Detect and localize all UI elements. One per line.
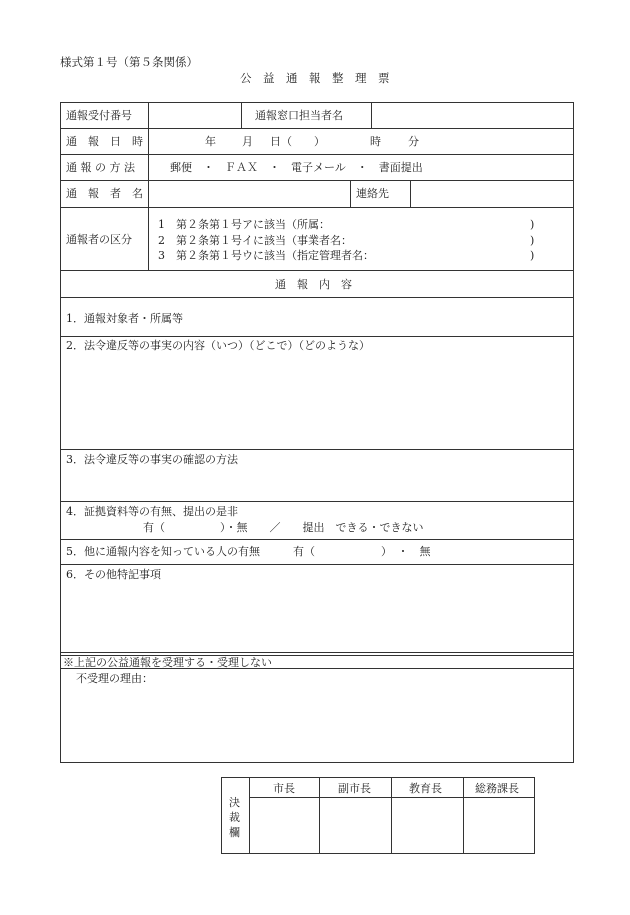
reject-reason-field[interactable] [61,686,573,762]
receipt-no-field[interactable] [149,103,240,127]
contact-label: 連絡先 [356,187,389,200]
section-3-field[interactable] [61,466,573,500]
section-2-field[interactable] [61,352,573,448]
approval-side-label: 欄 [229,826,240,839]
receipt-no-label: 通報受付番号 [66,109,132,122]
approval-col-deputy-mayor: 副市長 [338,782,371,795]
reporter-label: 通 報 者 名 [66,187,143,200]
datetime-hour: 時 [370,135,381,148]
form-id: 様式第１号（第５条関係） [60,55,198,69]
divider [350,180,351,207]
divider [60,564,574,565]
contact-field[interactable] [411,181,573,206]
section-4-options[interactable]: 有（ ）・無 ／ 提出 できる・できない [143,521,424,534]
approval-stamp-superintendent[interactable] [392,798,462,853]
paren-close: ) [530,234,535,247]
page-title: 公 益 通 報 整 理 票 [240,71,390,85]
paren-close: ) [530,218,535,231]
section-1-label: 1．通報対象者・所属等 [66,312,183,325]
reject-reason-label: 不受理の理由： [76,672,153,685]
reporter-name-field[interactable] [149,181,349,206]
divider [60,652,574,653]
divider [60,336,574,337]
divider [241,102,242,128]
window-staff-label: 通報窓口担当者名 [255,109,343,122]
category-label: 通報者の区分 [66,233,132,246]
section-4-label: 4．証拠資料等の有無、提出の是非 [66,505,238,518]
approval-stamp-general-affairs[interactable] [464,798,534,853]
datetime-day: 日（ ） [270,135,325,148]
method-label: 通 報 の 方 法 [66,161,135,174]
section-2-label: 2．法令違反等の事実の内容（いつ）（どこで）（どのような） [66,339,370,352]
category-option-2[interactable]: 2 第２条第１号イに該当（事業者名： [158,234,352,247]
paren-close: ) [530,249,535,262]
section-5-label[interactable]: 5．他に通報内容を知っている人の有無 有（ ） ・ 無 [66,545,431,558]
divider [60,501,574,502]
window-staff-field[interactable] [372,103,573,127]
datetime-year: 年 [205,135,216,148]
approval-stamp-deputy-mayor[interactable] [320,798,390,853]
datetime-label: 通 報 日 時 [66,135,143,148]
divider [60,539,574,540]
divider [60,207,574,208]
divider [60,270,574,271]
approval-col-mayor: 市長 [273,782,295,795]
acceptance-line[interactable]: ※上記の公益通報を受理する・受理しない [63,656,272,669]
content-header: 通 報 内 容 [275,278,352,291]
divider [60,154,574,155]
section-3-label: 3．法令違反等の事実の確認の方法 [66,453,238,466]
section-6-label: 6．その他特記事項 [66,568,161,581]
divider [60,297,574,298]
approval-side-label: 決 [229,796,240,809]
divider [60,449,574,450]
approval-stamp-mayor[interactable] [250,798,318,853]
datetime-minute: 分 [408,135,419,148]
section-6-field[interactable] [61,582,573,651]
method-options[interactable]: 郵便 ・ ＦＡＸ ・ 電子メール ・ 書面提出 [170,161,423,174]
approval-side-label: 裁 [229,811,240,824]
approval-col-superintendent: 教育長 [409,782,442,795]
category-option-1[interactable]: 1 第２条第１号アに該当（所属： [158,218,330,231]
divider [60,128,574,129]
approval-col-general-affairs: 総務課長 [475,782,519,795]
datetime-month: 月 [242,135,253,148]
category-option-3[interactable]: 3 第２条第１号ウに該当（指定管理者名： [158,249,374,262]
